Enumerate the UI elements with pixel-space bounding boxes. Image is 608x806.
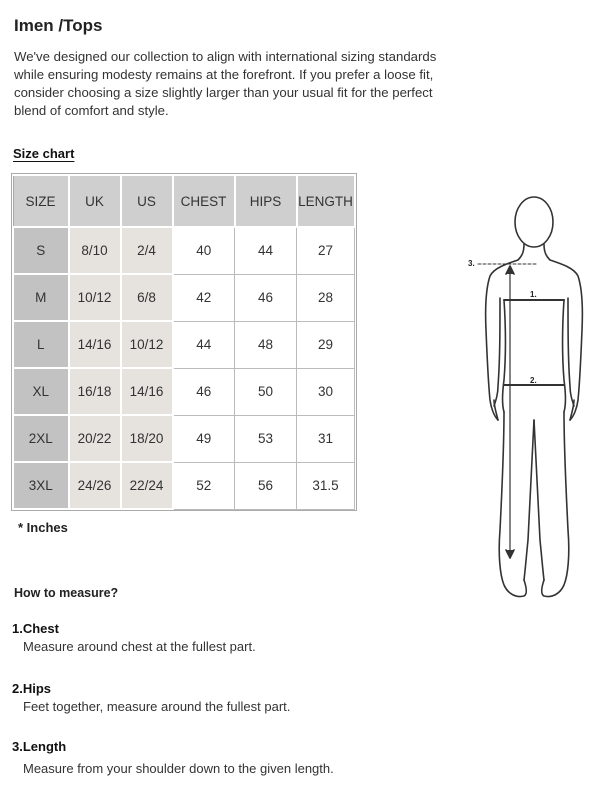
how-to-measure-heading: How to measure?: [14, 586, 119, 600]
us-cell: 14/16: [121, 368, 173, 415]
page-title: Imen /Tops: [14, 16, 103, 35]
us-cell: 18/20: [121, 415, 173, 462]
chest-cell: 44: [173, 321, 235, 368]
chest-cell: 42: [173, 274, 235, 321]
uk-cell: 14/16: [69, 321, 121, 368]
length-cell: 28: [297, 274, 355, 321]
hips-cell: 46: [235, 274, 297, 321]
column-header-size: SIZE: [13, 175, 69, 227]
length-cell: 27: [297, 227, 355, 274]
column-header-hips: HIPS: [235, 175, 297, 227]
uk-cell: 24/26: [69, 462, 121, 509]
us-cell: 2/4: [121, 227, 173, 274]
column-header-chest: CHEST: [173, 175, 235, 227]
us-cell: 10/12: [121, 321, 173, 368]
figure-label-length: 3.: [468, 259, 475, 268]
measure-hips-desc: Feet together, measure around the fullest part.: [23, 699, 291, 714]
table-row: [13, 462, 355, 509]
size-cell: XL: [13, 368, 69, 415]
measure-length-title: 3.Length: [12, 739, 67, 754]
chest-cell: 40: [173, 227, 235, 274]
size-chart-table: [12, 174, 356, 510]
table-row: [13, 415, 355, 462]
hips-cell: 44: [235, 227, 297, 274]
chest-cell: 46: [173, 368, 235, 415]
hips-cell: 48: [235, 321, 297, 368]
length-cell: 31: [297, 415, 355, 462]
size-cell: 2XL: [13, 415, 69, 462]
column-header-length: LENGTH: [297, 175, 355, 227]
uk-cell: 20/22: [69, 415, 121, 462]
uk-cell: 16/18: [69, 368, 121, 415]
unit-note: * Inches: [18, 520, 68, 535]
length-cell: 30: [297, 368, 355, 415]
table-row: [13, 227, 355, 274]
us-cell: 6/8: [121, 274, 173, 321]
table-row: [13, 368, 355, 415]
size-cell: S: [13, 227, 69, 274]
table-row: [13, 321, 355, 368]
size-cell: M: [13, 274, 69, 321]
column-header-uk: UK: [69, 175, 121, 227]
figure-label-hips: 2.: [530, 376, 537, 385]
table-header-row: [13, 175, 355, 227]
us-cell: 22/24: [121, 462, 173, 509]
intro-text: We've designed our collection to align with international sizing standards while ensuring modesty remains at the forefront. If you prefer a loose fit, consider choosing a size slightly larger than your usual fit for the perfect blend of comfort and style.: [14, 49, 437, 118]
figure-label-chest: 1.: [530, 290, 537, 299]
hips-cell: 56: [235, 462, 297, 509]
size-cell: L: [13, 321, 69, 368]
chest-cell: 52: [173, 462, 235, 509]
table-row: [13, 274, 355, 321]
measure-chest-title: 1.Chest: [12, 621, 59, 636]
hips-cell: 50: [235, 368, 297, 415]
measure-chest-desc: Measure around chest at the fullest part.: [23, 639, 256, 654]
size-chart-heading: Size chart: [13, 146, 75, 161]
length-cell: 29: [297, 321, 355, 368]
chest-cell: 49: [173, 415, 235, 462]
measure-length-desc: Measure from your shoulder down to the given length.: [23, 761, 334, 776]
uk-cell: 8/10: [69, 227, 121, 274]
size-cell: 3XL: [13, 462, 69, 509]
body-silhouette-icon: [460, 180, 600, 615]
length-cell: 31.5: [297, 462, 355, 509]
hips-cell: 53: [235, 415, 297, 462]
column-header-us: US: [121, 175, 173, 227]
uk-cell: 10/12: [69, 274, 121, 321]
measure-hips-title: 2.Hips: [12, 681, 52, 696]
